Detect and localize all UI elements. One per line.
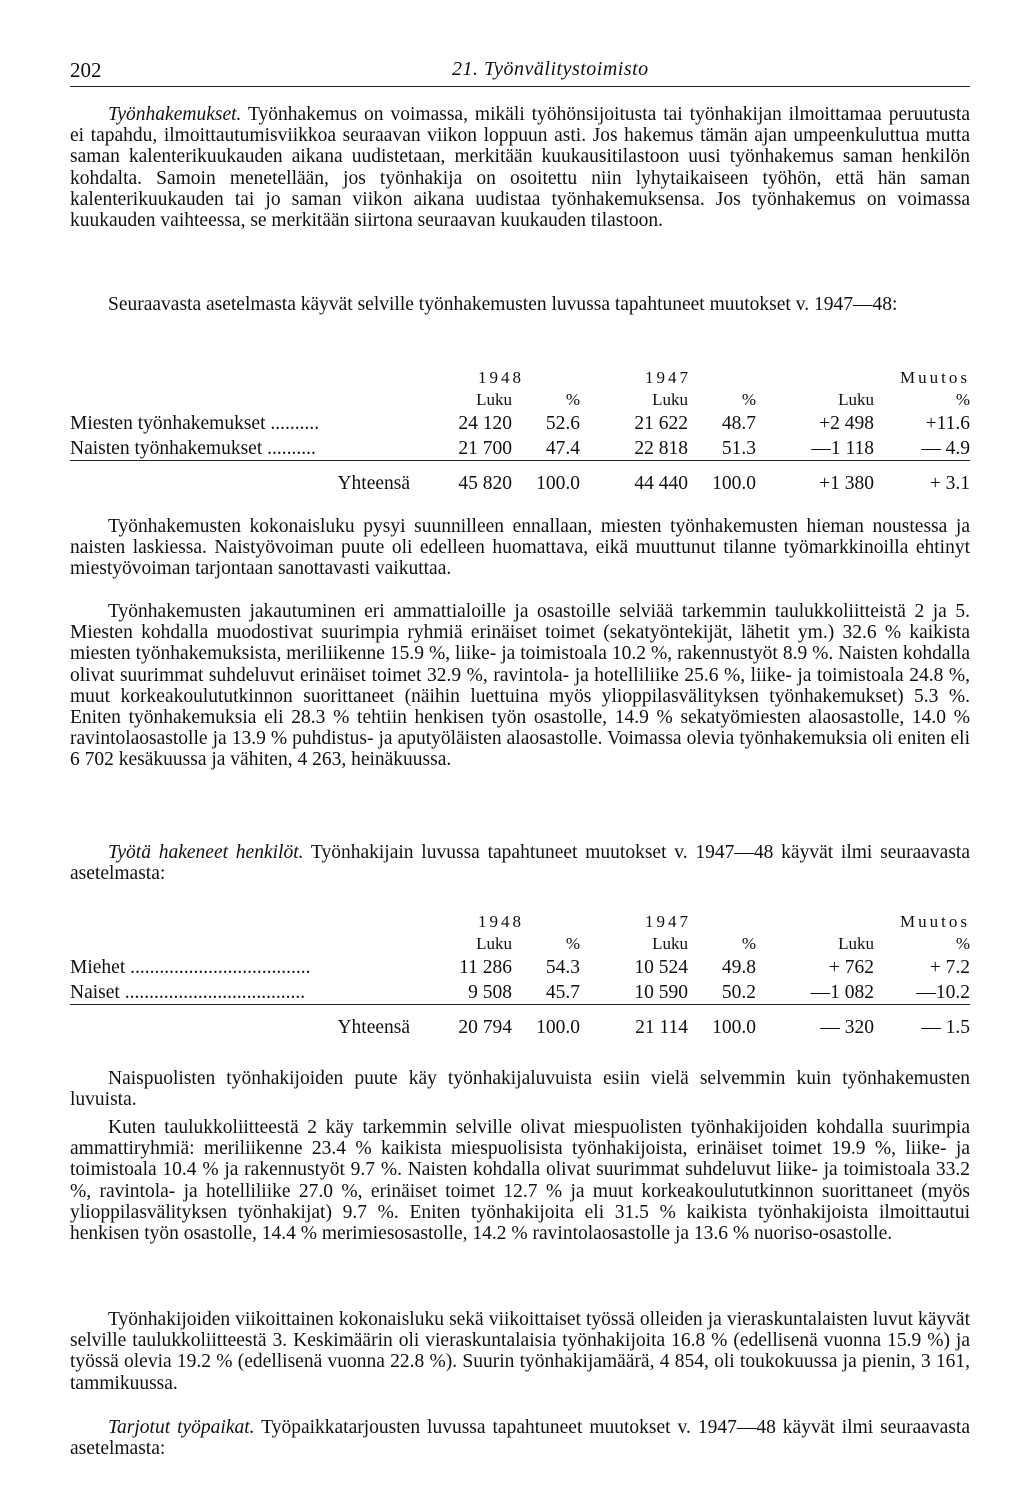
col-header: Luku	[476, 390, 512, 409]
cell: 54.3	[545, 957, 580, 978]
paragraph-intro-table1: Seuraavasta asetelmasta käyvät selville työnhakemusten luvussa tapahtuneet muutokset v. 1947—48:	[108, 294, 898, 315]
col-header: Luku	[652, 934, 688, 953]
cell: 10 590	[634, 982, 688, 1003]
cell: 45 820	[422, 461, 512, 496]
italic-heading-tarjotut: Tarjotut työpaikat.	[108, 1417, 255, 1438]
paragraph-tarjotut-tyopaikat	[70, 1417, 970, 1459]
cell: + 762	[828, 957, 874, 978]
cell: 10 524	[634, 957, 688, 978]
year-1947: 1947	[645, 368, 691, 387]
paragraph-text: Työpaikkatarjousten luvussa tapahtuneet muutokset v. 1947—48 käyvät ilmi seuraavasta asetelmasta:	[70, 1417, 970, 1460]
cell: — 320	[756, 1005, 874, 1040]
total-label: Yhteensä	[70, 1005, 422, 1040]
table-total-row	[70, 1005, 970, 1040]
col-header: %	[955, 390, 970, 409]
col-header: Luku	[652, 390, 688, 409]
cell: 100.0	[688, 1005, 756, 1040]
col-header: %	[741, 390, 756, 409]
col-header: Luku	[476, 934, 512, 953]
cell: 48.7	[721, 413, 756, 434]
table-year-header	[70, 366, 970, 388]
table-row	[70, 435, 970, 461]
paragraph-taulukkoliite2: Kuten taulukkoliitteestä 2 käy tarkemmin selville olivat miespuolisten työnhakijoiden kohdalla suurimpia ammattiryhmiä: meriliikenne 23.4 % kaikista miespuolisista työnhakijoista, erinäiset toimet 19.9 %, liike- ja toimistoala 10.4 % ja rakennustyöt 9.7 %. Naisten kohdalla olivat suurimmat suhdeluvut liike- ja toimistoala 33.2 %, ravintola- ja hotelliliike 27.0 %, erinäiset toimet 12.7 % ja muut korkeakoulututkinnon suorittaneet (myös ylioppilasvälityksen työnhakijat) 9.7 %. Eniten työnhakijoita eli 31.5 % kaikista työnhakijoista ilmoittautui henkisen työn osastolle, 14.4 % merimiesosastolle, 14.2 % ravintolaosastolle ja 13.6 % nuoriso-osastolle.	[70, 1117, 970, 1245]
cell: —10.2	[916, 982, 970, 1003]
cell: 45.7	[545, 982, 580, 1003]
col-header: %	[955, 934, 970, 953]
page-header	[70, 58, 970, 87]
italic-heading-tyota-hakeneet: Työtä hakeneet henkilöt.	[108, 842, 304, 863]
row-label: Miesten työnhakemukset ..........	[70, 413, 320, 434]
cell: +2 498	[819, 413, 874, 434]
year-muutos: Muutos	[900, 368, 970, 387]
cell: +1 380	[756, 461, 874, 496]
cell: 44 440	[580, 461, 688, 496]
table-row	[70, 410, 970, 435]
cell: + 7.2	[929, 957, 970, 978]
year-muutos: Muutos	[900, 912, 970, 931]
table-subheader	[70, 388, 970, 410]
paragraph-jakautuminen: Työnhakemusten jakautuminen eri ammattialoille ja osastoille selviää tarkemmin taulukkoliitteistä 2 ja 5. Miesten kohdalla muodostivat suurimpia ryhmiä erinäiset toimet (sekatyöntekijät, lähetit ym.) 32.6 % kaikista miesten työnhakemuksista, meriliikenne 15.9 %, liike- ja toimistoala 10.2 %, rakennustyöt 8.9 %. Naisten kohdalla olivat suurimmat suhdeluvut erinäiset toimet 32.9 %, ravintola- ja hotelliliike 25.6 %, liike- ja toimistoala 24.8 %, muut korkeakoulututkinnon suorittaneet (näihin luettuina myös ylioppilasvälityksen työnhakemukset) 5.3 %. Eniten työnhakemuksia eli 28.3 % tehtiin henkisen työn osastolle, 14.9 % sekatyömiesten alaosastolle, 14.0 % ravintolaosastolle ja 13.9 % puhdistus- ja aputyöläisten alaosastolle. Voimassa olevia työnhakemuksia oli eniten eli 6 702 kesäkuussa ja vähiten, 4 263, heinäkuussa.	[70, 601, 970, 771]
cell: 100.0	[512, 461, 580, 496]
col-header: %	[565, 390, 580, 409]
table-row	[70, 979, 970, 1005]
paragraph-kokonaisluku: Työnhakemusten kokonaisluku pysyi suunnilleen ennallaan, miesten työnhakemusten hieman noustessa ja naisten laskiessa. Naistyövoiman puute oli edelleen huomattava, eikä muuttunut tilanne työmarkkinoilla ehtinyt miestyövoiman tarjontaan sanottavasti vaikuttaa.	[70, 516, 970, 580]
cell: 100.0	[512, 1005, 580, 1040]
row-label: Naiset .....................................	[70, 982, 306, 1003]
cell: 11 286	[459, 957, 512, 978]
page-number: 202	[70, 58, 102, 82]
paragraph-tyonhakemukset	[70, 104, 970, 231]
table-row	[70, 954, 970, 979]
cell: 24 120	[458, 413, 512, 434]
paragraph-text: Työnhakijain luvussa tapahtuneet muutokset v. 1947—48 käyvät ilmi seuraavasta asetelmasta:	[70, 842, 970, 885]
cell: +11.6	[925, 413, 970, 434]
cell: + 3.1	[874, 461, 970, 496]
paragraph-viikoittainen: Työnhakijoiden viikoittainen kokonaisluku sekä viikoittaiset työssä olleiden ja vieraskuntalaisten luvut käyvät selville taulukkoliitteestä 3. Keskimäärin oli vieraskuntalaisia työnhakijoita 16.8 % (edellisenä vuonna 15.9 %) ja työssä olevia 19.2 % (edellisenä vuonna 22.8 %). Suurin työnhakijamäärä, 4 854, oli toukokuussa ja pienin, 3 161, tammikuussa.	[70, 1309, 970, 1394]
table-subheader	[70, 932, 970, 954]
cell: 21 622	[634, 413, 688, 434]
table-tyonhakemukset	[70, 366, 970, 495]
year-1948: 1948	[478, 368, 524, 387]
col-header: %	[741, 934, 756, 953]
total-label: Yhteensä	[70, 461, 422, 496]
table-year-header	[70, 910, 970, 932]
running-title: 21. Työnvälitystoimisto	[452, 58, 649, 80]
cell: — 1.5	[874, 1005, 970, 1040]
cell: 20 794	[422, 1005, 512, 1040]
paragraph-text: Työnhakemus on voimassa, mikäli työhönsijoitusta tai työnhakijan ilmoittamaa peruutusta ei tapahdu, ilmoittautumisviikkoa seuraavan viikon loppuun asti. Jos hakemus tämän ajan umpeenkuluttua mutta saman kalenterikuukauden aikana uudistetaan, merkitään kuukausitilastoon uusi työnhakemus saman henkilön kohdalta. Samoin menetellään, jos työnhakija on osoitettu niin lyhytaikaiseen työhön, että hän saman kalenterikuukauden tai jo saman viikon aikana uudistaa työnhakemuksensa. Jos työnhakemus on voimassa kuukauden vaihteessa, se merkitään siirtona seuraavan kuukauden tilastoon.	[70, 104, 970, 232]
cell: 100.0	[688, 461, 756, 496]
col-header: %	[565, 934, 580, 953]
cell: —1 118	[811, 438, 874, 459]
cell: 9 508	[468, 982, 512, 1003]
paragraph-tyota-hakeneet	[70, 842, 970, 884]
cell: 52.6	[545, 413, 580, 434]
italic-heading-tyonhakemukset: Työnhakemukset.	[108, 104, 242, 125]
cell: 49.8	[721, 957, 756, 978]
cell: — 4.9	[921, 438, 970, 459]
col-header: Luku	[838, 390, 874, 409]
cell: 47.4	[545, 438, 580, 459]
cell: 21 700	[458, 438, 512, 459]
cell: 21 114	[580, 1005, 688, 1040]
cell: —1 082	[810, 982, 874, 1003]
cell: 22 818	[634, 438, 688, 459]
paragraph-naispuolisten: Naispuolisten työnhakijoiden puute käy työnhakijaluvuista esiin vielä selvemmin kuin työnhakemusten luvuista.	[70, 1068, 970, 1111]
col-header: Luku	[838, 934, 874, 953]
table-tyonhakijat	[70, 910, 970, 1039]
cell: 50.2	[721, 982, 756, 1003]
year-1948: 1948	[478, 912, 524, 931]
cell: 51.3	[721, 438, 756, 459]
year-1947: 1947	[645, 912, 691, 931]
row-label: Miehet .....................................	[70, 957, 311, 978]
table-total-row	[70, 461, 970, 496]
row-label: Naisten työnhakemukset ..........	[70, 438, 316, 459]
